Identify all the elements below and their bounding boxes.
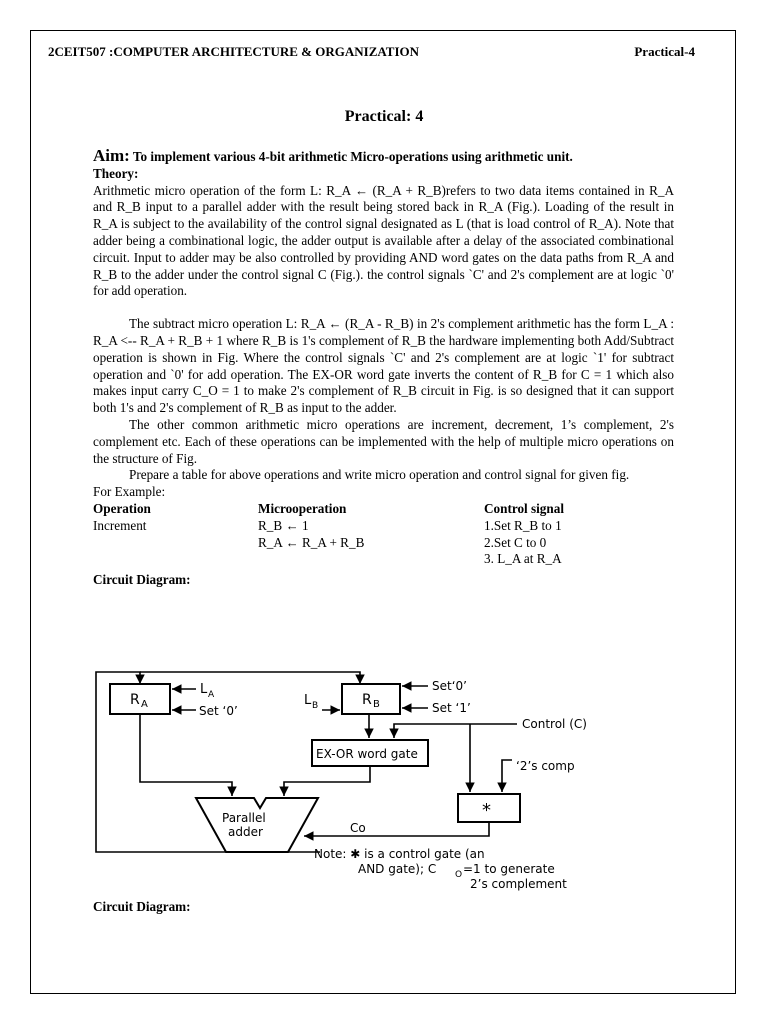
table-header-cell: Operation	[93, 500, 151, 516]
register-rb-sub: B	[373, 699, 380, 710]
co-wire	[304, 822, 489, 836]
note-line-2: AND gate); C	[358, 862, 437, 876]
theory-paragraph-1: Arithmetic micro operation of the form L: R_A ← (R_A + R_B)refers to two data items contained in R_A and R_B input to a parallel adder with the result being stored back in R_A (Fig.). Loading of the result in R_A is subject to the availability of the control signal designated as L (that is load control of R_A). Note that adder being a combinational logic, the adder output is available after a delay of the associated combinational circuit. Input to adder may be also controlled by providing AND word gates on the data paths from R_A and R_B to the adder under the control signal C (Fig.). the control signals `C' and 2's complement are at logic `0' for add operation.	[93, 182, 674, 299]
note-line-3: 2’s complement	[470, 877, 567, 891]
table-row	[93, 551, 674, 568]
comp2-wire	[502, 760, 512, 792]
table-cell	[93, 535, 258, 552]
theory-paragraph-4: Prepare a table for above operations and write micro operation and control signal for given fig.	[129, 467, 630, 483]
adder-label-1: Parallel	[222, 811, 266, 825]
exor-label: EX-OR word gate	[316, 747, 418, 761]
table-cell: 3. L_A at R_A	[484, 551, 562, 567]
table-row	[93, 518, 674, 535]
document-body	[93, 148, 674, 589]
note-line-2b: =1 to generate	[463, 862, 555, 876]
note-line-2-sub: O	[455, 870, 463, 880]
table-cell: Increment	[93, 517, 147, 533]
table-cell: 1.Set R_B to 1	[484, 517, 562, 533]
theory-paragraph-2: The subtract micro operation L: R_A ← (R_A - R_B) in 2's complement arithmetic has the form L_A : R_A <-- R_A + R_B + 1 where R_B is 1's complement of R_B the hardware implementing both Add/Subtract operation is shown in Fig. Where the control signals `C' and 2's complement are at logic `1' for subtract operation and `0' for add operation. The EX-OR word gate inverts the content of R_B for C = 1 which also makes input carry C_O = 1 to make 2's complement of R_B circuit in Fig. is so designed that it can support both 1's and 2's complement of R_B as input to the adder.	[93, 316, 674, 416]
example-label: For Example:	[93, 484, 166, 500]
table-cell: 2.Set C to 0	[484, 534, 547, 550]
adder-label-2: adder	[228, 825, 263, 839]
lb-label: L	[304, 693, 312, 708]
register-rb-label: R	[362, 692, 372, 708]
circuit-diagram-label-2: Circuit Diagram:	[93, 899, 191, 914]
example-table	[93, 501, 674, 568]
practical-header: Practical-4	[634, 44, 695, 59]
la-label: L	[200, 682, 208, 697]
table-header-cell: Microoperation	[258, 500, 347, 516]
and-gate-star: *	[482, 800, 491, 821]
course-header: 2CEIT507 :COMPUTER ARCHITECTURE & ORGANIZATION	[48, 44, 420, 59]
table-row	[93, 535, 674, 552]
circuit-diagram	[92, 660, 612, 900]
lb-sub: B	[312, 701, 319, 711]
ra-set0-label: Set ‘0’	[199, 704, 238, 718]
circuit-diagram-label: Circuit Diagram:	[93, 572, 191, 588]
register-ra-sub: A	[141, 699, 148, 710]
control-c-label: Control (C)	[522, 717, 587, 731]
note-line-1: Note: ✱ is a control gate (an	[314, 847, 485, 861]
aim-label: Aim:	[93, 146, 130, 165]
rb-set1-label: Set ‘1’	[432, 701, 471, 715]
control-c-wire	[394, 724, 517, 738]
aim-text: To implement various 4-bit arithmetic Micro-operations using arithmetic unit.	[132, 149, 573, 164]
table-header-cell: Control signal	[484, 500, 564, 516]
comp2-label: ‘2’s comp	[516, 759, 575, 773]
rb-set0-label: Set‘0’	[432, 679, 467, 693]
aim-line	[93, 148, 674, 166]
page-title: Practical: 4	[344, 108, 424, 125]
table-cell: R_B ← 1	[258, 517, 309, 533]
register-ra	[110, 684, 170, 714]
table-cell: R_A ← R_A + R_B	[258, 534, 365, 550]
register-ra-label: R	[130, 692, 140, 708]
exor-to-adder-wire	[284, 766, 370, 796]
table-header-row	[93, 501, 674, 518]
theory-paragraph-3: The other common arithmetic micro operations are increment, decrement, 1’s complement, 2's complement etc. Each of these operations can be implemented with the help of multiple micro operations on the structure of Fig.	[93, 416, 674, 466]
la-sub: A	[208, 690, 215, 700]
theory-label: Theory:	[93, 165, 139, 181]
ra-to-adder-wire	[140, 714, 232, 796]
co-label: Co	[350, 821, 366, 835]
table-cell	[258, 551, 484, 568]
table-cell	[93, 551, 258, 568]
feedback-wire-rb	[140, 672, 360, 684]
